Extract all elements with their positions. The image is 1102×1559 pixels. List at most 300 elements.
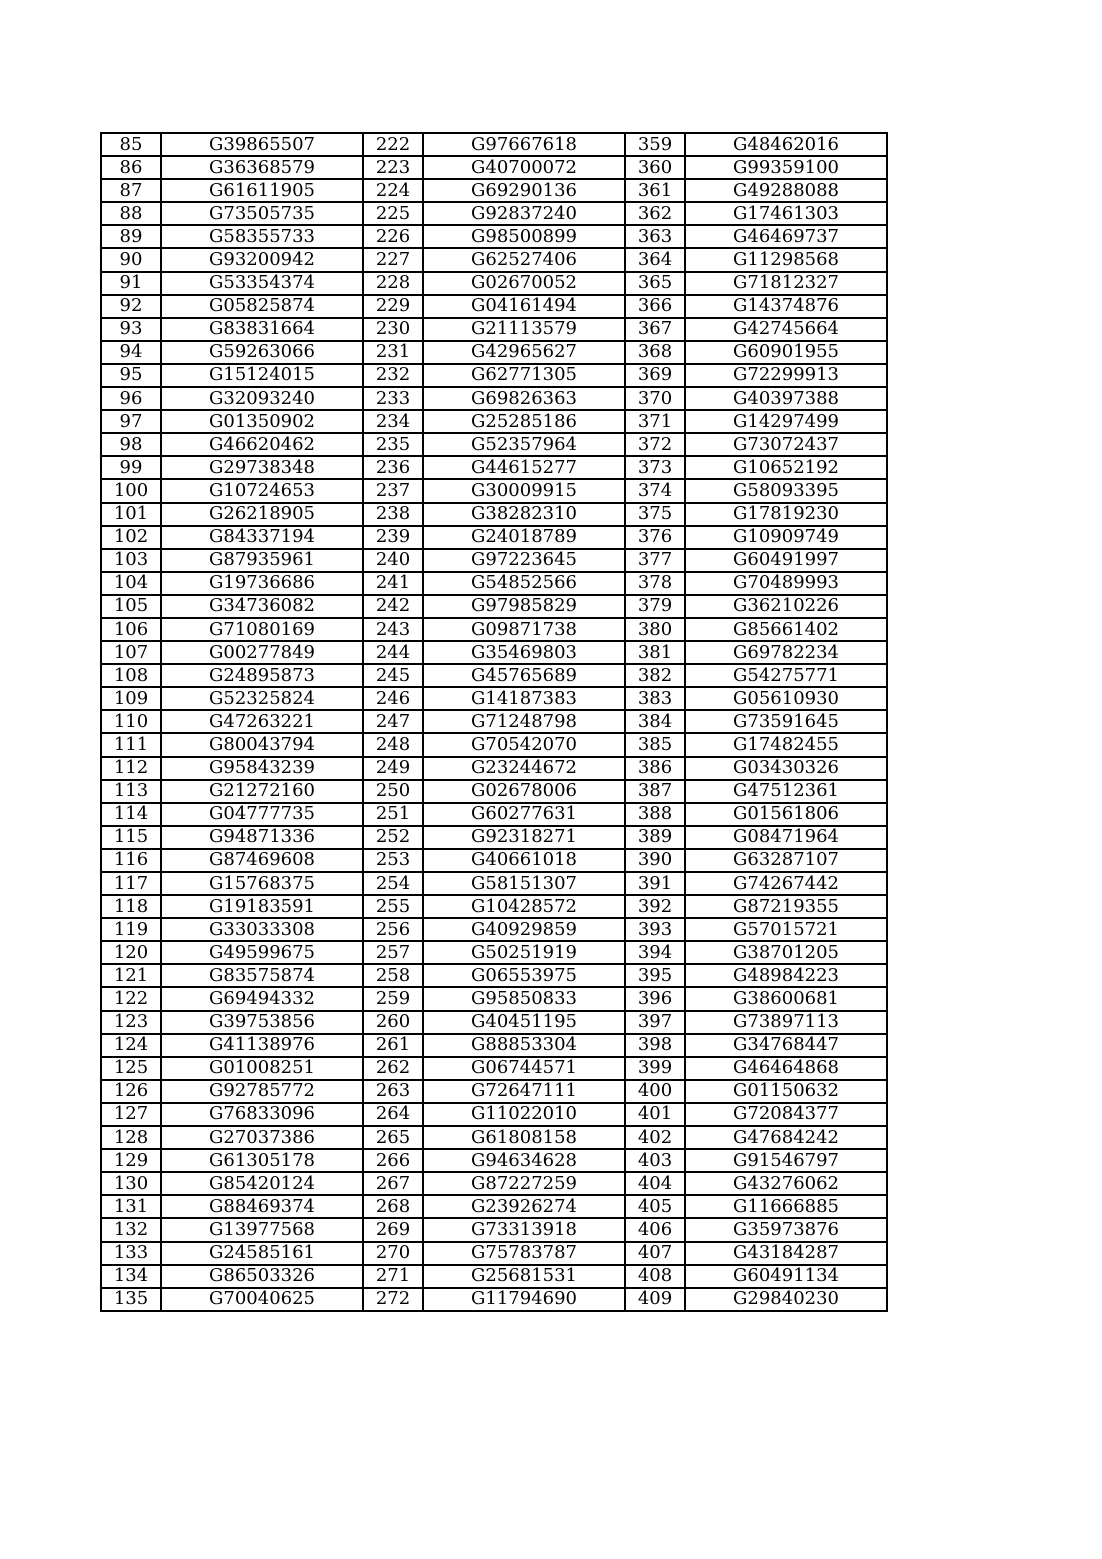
code-cell: G60901955 [685,341,887,364]
row-number-cell: 108 [101,664,161,687]
code-cell: G35469803 [423,641,625,664]
table-row [101,1126,887,1149]
code-cell: G06553975 [423,964,625,987]
code-cell: G46469737 [685,225,887,248]
row-number-cell: 403 [625,1149,685,1172]
row-number-cell: 244 [363,641,423,664]
row-number-cell: 120 [101,941,161,964]
row-number-cell: 87 [101,179,161,202]
row-number-cell: 382 [625,664,685,687]
code-cell: G62527406 [423,248,625,271]
row-number-cell: 223 [363,156,423,179]
code-cell: G97223645 [423,549,625,572]
code-cell: G93200942 [161,248,363,271]
code-cell: G47684242 [685,1126,887,1149]
row-number-cell: 267 [363,1172,423,1195]
code-cell: G42745664 [685,318,887,341]
code-cell: G19183591 [161,895,363,918]
code-cell: G94634628 [423,1149,625,1172]
row-number-cell: 253 [363,849,423,872]
row-number-cell: 271 [363,1265,423,1288]
code-cell: G27037386 [161,1126,363,1149]
table-row [101,156,887,179]
row-number-cell: 378 [625,572,685,595]
code-cell: G73505735 [161,202,363,225]
table-row [101,1218,887,1241]
row-number-cell: 103 [101,549,161,572]
row-number-cell: 259 [363,987,423,1010]
table-row [101,1149,887,1172]
code-cell: G94871336 [161,826,363,849]
code-cell: G57015721 [685,918,887,941]
row-number-cell: 264 [363,1103,423,1126]
row-number-cell: 247 [363,710,423,733]
code-cell: G88853304 [423,1034,625,1057]
code-cell: G25681531 [423,1265,625,1288]
row-number-cell: 235 [363,433,423,456]
code-cell: G74267442 [685,872,887,895]
row-number-cell: 265 [363,1126,423,1149]
row-number-cell: 99 [101,456,161,479]
code-cell: G19736686 [161,572,363,595]
row-number-cell: 406 [625,1218,685,1241]
row-number-cell: 269 [363,1218,423,1241]
code-cell: G08471964 [685,826,887,849]
code-cell: G76833096 [161,1103,363,1126]
row-number-cell: 394 [625,941,685,964]
row-number-cell: 96 [101,387,161,410]
row-number-cell: 262 [363,1057,423,1080]
row-number-cell: 132 [101,1218,161,1241]
row-number-cell: 371 [625,410,685,433]
row-number-cell: 121 [101,964,161,987]
code-cell: G23244672 [423,757,625,780]
code-cell: G95850833 [423,987,625,1010]
row-number-cell: 398 [625,1034,685,1057]
code-cell: G17819230 [685,503,887,526]
code-cell: G21113579 [423,318,625,341]
table-row [101,710,887,733]
row-number-cell: 135 [101,1288,161,1311]
row-number-cell: 224 [363,179,423,202]
row-number-cell: 396 [625,987,685,1010]
code-cell: G61808158 [423,1126,625,1149]
code-cell: G49599675 [161,941,363,964]
code-cell: G69826363 [423,387,625,410]
code-cell: G02670052 [423,272,625,295]
row-number-cell: 97 [101,410,161,433]
table-row [101,1057,887,1080]
code-cell: G34768447 [685,1034,887,1057]
row-number-cell: 115 [101,826,161,849]
code-cell: G50251919 [423,941,625,964]
code-cell: G11794690 [423,1288,625,1311]
code-cell: G15768375 [161,872,363,895]
code-cell: G01008251 [161,1057,363,1080]
code-cell: G60277631 [423,803,625,826]
code-cell: G80043794 [161,733,363,756]
row-number-cell: 365 [625,272,685,295]
code-cell: G38701205 [685,941,887,964]
code-cell: G42965627 [423,341,625,364]
row-number-cell: 250 [363,780,423,803]
row-number-cell: 261 [363,1034,423,1057]
row-number-cell: 409 [625,1288,685,1311]
code-cell: G49288088 [685,179,887,202]
row-number-cell: 113 [101,780,161,803]
row-number-cell: 388 [625,803,685,826]
table-row [101,780,887,803]
table-row [101,618,887,641]
code-cell: G86503326 [161,1265,363,1288]
code-cell: G35973876 [685,1218,887,1241]
table-row [101,1242,887,1265]
row-number-cell: 254 [363,872,423,895]
code-cell: G01561806 [685,803,887,826]
row-number-cell: 228 [363,272,423,295]
code-cell: G05610930 [685,687,887,710]
code-cell: G70489993 [685,572,887,595]
row-number-cell: 395 [625,964,685,987]
row-number-cell: 263 [363,1080,423,1103]
code-cell: G69494332 [161,987,363,1010]
code-cell: G39865507 [161,133,363,156]
row-number-cell: 222 [363,133,423,156]
table-row [101,757,887,780]
code-cell: G41138976 [161,1034,363,1057]
row-number-cell: 133 [101,1242,161,1265]
row-number-cell: 248 [363,733,423,756]
row-number-cell: 238 [363,503,423,526]
row-number-cell: 384 [625,710,685,733]
row-number-cell: 110 [101,710,161,733]
code-cell: G87935961 [161,549,363,572]
code-cell: G46620462 [161,433,363,456]
row-number-cell: 119 [101,918,161,941]
row-number-cell: 112 [101,757,161,780]
code-cell: G73072437 [685,433,887,456]
row-number-cell: 391 [625,872,685,895]
row-number-cell: 364 [625,248,685,271]
code-cell: G71812327 [685,272,887,295]
row-number-cell: 114 [101,803,161,826]
table-row [101,248,887,271]
table-row [101,1011,887,1034]
table-row [101,341,887,364]
code-cell: G73313918 [423,1218,625,1241]
table-row [101,687,887,710]
code-cell: G32093240 [161,387,363,410]
code-cell: G47512361 [685,780,887,803]
row-number-cell: 107 [101,641,161,664]
table-row [101,225,887,248]
row-number-cell: 91 [101,272,161,295]
row-number-cell: 122 [101,987,161,1010]
row-number-cell: 94 [101,341,161,364]
row-number-cell: 256 [363,918,423,941]
table-row [101,272,887,295]
number-code-table [100,132,888,1312]
row-number-cell: 88 [101,202,161,225]
code-cell: G48984223 [685,964,887,987]
code-cell: G83831664 [161,318,363,341]
row-number-cell: 226 [363,225,423,248]
row-number-cell: 402 [625,1126,685,1149]
code-cell: G24018789 [423,526,625,549]
code-cell: G38282310 [423,503,625,526]
code-cell: G24895873 [161,664,363,687]
code-cell: G25285186 [423,410,625,433]
row-number-cell: 375 [625,503,685,526]
code-cell: G72084377 [685,1103,887,1126]
code-cell: G04161494 [423,295,625,318]
row-number-cell: 89 [101,225,161,248]
row-number-cell: 393 [625,918,685,941]
row-number-cell: 237 [363,479,423,502]
code-cell: G40700072 [423,156,625,179]
table-body [101,133,887,1311]
code-cell: G14187383 [423,687,625,710]
row-number-cell: 126 [101,1080,161,1103]
table-row [101,1288,887,1311]
code-cell: G61611905 [161,179,363,202]
row-number-cell: 257 [363,941,423,964]
row-number-cell: 227 [363,248,423,271]
row-number-cell: 369 [625,364,685,387]
code-cell: G70542070 [423,733,625,756]
code-cell: G45765689 [423,664,625,687]
table-row [101,133,887,156]
row-number-cell: 399 [625,1057,685,1080]
row-number-cell: 251 [363,803,423,826]
code-cell: G01150632 [685,1080,887,1103]
code-cell: G26218905 [161,503,363,526]
row-number-cell: 377 [625,549,685,572]
row-number-cell: 95 [101,364,161,387]
row-number-cell: 389 [625,826,685,849]
row-number-cell: 104 [101,572,161,595]
row-number-cell: 367 [625,318,685,341]
code-cell: G71080169 [161,618,363,641]
row-number-cell: 249 [363,757,423,780]
code-cell: G02678006 [423,780,625,803]
table-row [101,1265,887,1288]
row-number-cell: 368 [625,341,685,364]
table-row [101,803,887,826]
row-number-cell: 360 [625,156,685,179]
code-cell: G59263066 [161,341,363,364]
code-cell: G11298568 [685,248,887,271]
code-cell: G40661018 [423,849,625,872]
code-cell: G09871738 [423,618,625,641]
row-number-cell: 363 [625,225,685,248]
row-number-cell: 86 [101,156,161,179]
table-row [101,364,887,387]
code-cell: G38600681 [685,987,887,1010]
code-cell: G03430326 [685,757,887,780]
row-number-cell: 125 [101,1057,161,1080]
code-cell: G52357964 [423,433,625,456]
code-cell: G72299913 [685,364,887,387]
row-number-cell: 372 [625,433,685,456]
table-row [101,895,887,918]
code-cell: G73897113 [685,1011,887,1034]
table-row [101,987,887,1010]
table-row [101,295,887,318]
code-cell: G14374876 [685,295,887,318]
row-number-cell: 128 [101,1126,161,1149]
code-cell: G87219355 [685,895,887,918]
row-number-cell: 408 [625,1265,685,1288]
row-number-cell: 255 [363,895,423,918]
code-cell: G11666885 [685,1195,887,1218]
row-number-cell: 381 [625,641,685,664]
row-number-cell: 118 [101,895,161,918]
table-row [101,456,887,479]
row-number-cell: 246 [363,687,423,710]
row-number-cell: 134 [101,1265,161,1288]
table-row [101,918,887,941]
row-number-cell: 129 [101,1149,161,1172]
code-cell: G23926274 [423,1195,625,1218]
row-number-cell: 362 [625,202,685,225]
row-number-cell: 252 [363,826,423,849]
code-cell: G92785772 [161,1080,363,1103]
table-row [101,410,887,433]
row-number-cell: 236 [363,456,423,479]
code-cell: G60491134 [685,1265,887,1288]
code-cell: G00277849 [161,641,363,664]
row-number-cell: 123 [101,1011,161,1034]
row-number-cell: 397 [625,1011,685,1034]
code-cell: G97667618 [423,133,625,156]
code-cell: G47263221 [161,710,363,733]
code-cell: G85661402 [685,618,887,641]
code-cell: G29738348 [161,456,363,479]
row-number-cell: 232 [363,364,423,387]
row-number-cell: 131 [101,1195,161,1218]
code-cell: G14297499 [685,410,887,433]
row-number-cell: 361 [625,179,685,202]
code-cell: G10909749 [685,526,887,549]
code-cell: G40397388 [685,387,887,410]
row-number-cell: 383 [625,687,685,710]
table-row [101,964,887,987]
code-cell: G84337194 [161,526,363,549]
row-number-cell: 390 [625,849,685,872]
row-number-cell: 225 [363,202,423,225]
row-number-cell: 230 [363,318,423,341]
row-number-cell: 117 [101,872,161,895]
code-cell: G58151307 [423,872,625,895]
code-cell: G85420124 [161,1172,363,1195]
code-cell: G10652192 [685,456,887,479]
code-cell: G43184287 [685,1242,887,1265]
table-row [101,549,887,572]
code-cell: G40451195 [423,1011,625,1034]
row-number-cell: 376 [625,526,685,549]
table-row [101,1034,887,1057]
code-cell: G36368579 [161,156,363,179]
table-row [101,872,887,895]
table-row [101,179,887,202]
row-number-cell: 401 [625,1103,685,1126]
row-number-cell: 101 [101,503,161,526]
code-cell: G87227259 [423,1172,625,1195]
row-number-cell: 106 [101,618,161,641]
code-cell: G92837240 [423,202,625,225]
table-row [101,1172,887,1195]
row-number-cell: 373 [625,456,685,479]
code-cell: G58093395 [685,479,887,502]
row-number-cell: 404 [625,1172,685,1195]
code-cell: G17461303 [685,202,887,225]
table-row [101,1080,887,1103]
code-cell: G30009915 [423,479,625,502]
code-cell: G33033308 [161,918,363,941]
code-cell: G91546797 [685,1149,887,1172]
table-row [101,849,887,872]
code-cell: G44615277 [423,456,625,479]
table-row [101,826,887,849]
row-number-cell: 370 [625,387,685,410]
table-row [101,1195,887,1218]
code-cell: G10724653 [161,479,363,502]
code-cell: G40929859 [423,918,625,941]
table-row [101,641,887,664]
code-cell: G98500899 [423,225,625,248]
row-number-cell: 98 [101,433,161,456]
row-number-cell: 379 [625,595,685,618]
code-cell: G39753856 [161,1011,363,1034]
table-row [101,664,887,687]
row-number-cell: 239 [363,526,423,549]
code-cell: G17482455 [685,733,887,756]
table-row [101,479,887,502]
code-cell: G13977568 [161,1218,363,1241]
code-cell: G88469374 [161,1195,363,1218]
code-cell: G99359100 [685,156,887,179]
row-number-cell: 231 [363,341,423,364]
code-cell: G83575874 [161,964,363,987]
code-cell: G01350902 [161,410,363,433]
code-cell: G34736082 [161,595,363,618]
code-cell: G69290136 [423,179,625,202]
table-row [101,572,887,595]
row-number-cell: 380 [625,618,685,641]
row-number-cell: 407 [625,1242,685,1265]
code-cell: G04777735 [161,803,363,826]
row-number-cell: 366 [625,295,685,318]
code-cell: G43276062 [685,1172,887,1195]
row-number-cell: 85 [101,133,161,156]
row-number-cell: 240 [363,549,423,572]
code-cell: G36210226 [685,595,887,618]
row-number-cell: 109 [101,687,161,710]
code-cell: G75783787 [423,1242,625,1265]
code-cell: G46464868 [685,1057,887,1080]
row-number-cell: 258 [363,964,423,987]
row-number-cell: 374 [625,479,685,502]
code-cell: G54275771 [685,664,887,687]
row-number-cell: 105 [101,595,161,618]
row-number-cell: 243 [363,618,423,641]
table-row [101,318,887,341]
code-cell: G70040625 [161,1288,363,1311]
code-cell: G53354374 [161,272,363,295]
row-number-cell: 124 [101,1034,161,1057]
row-number-cell: 400 [625,1080,685,1103]
